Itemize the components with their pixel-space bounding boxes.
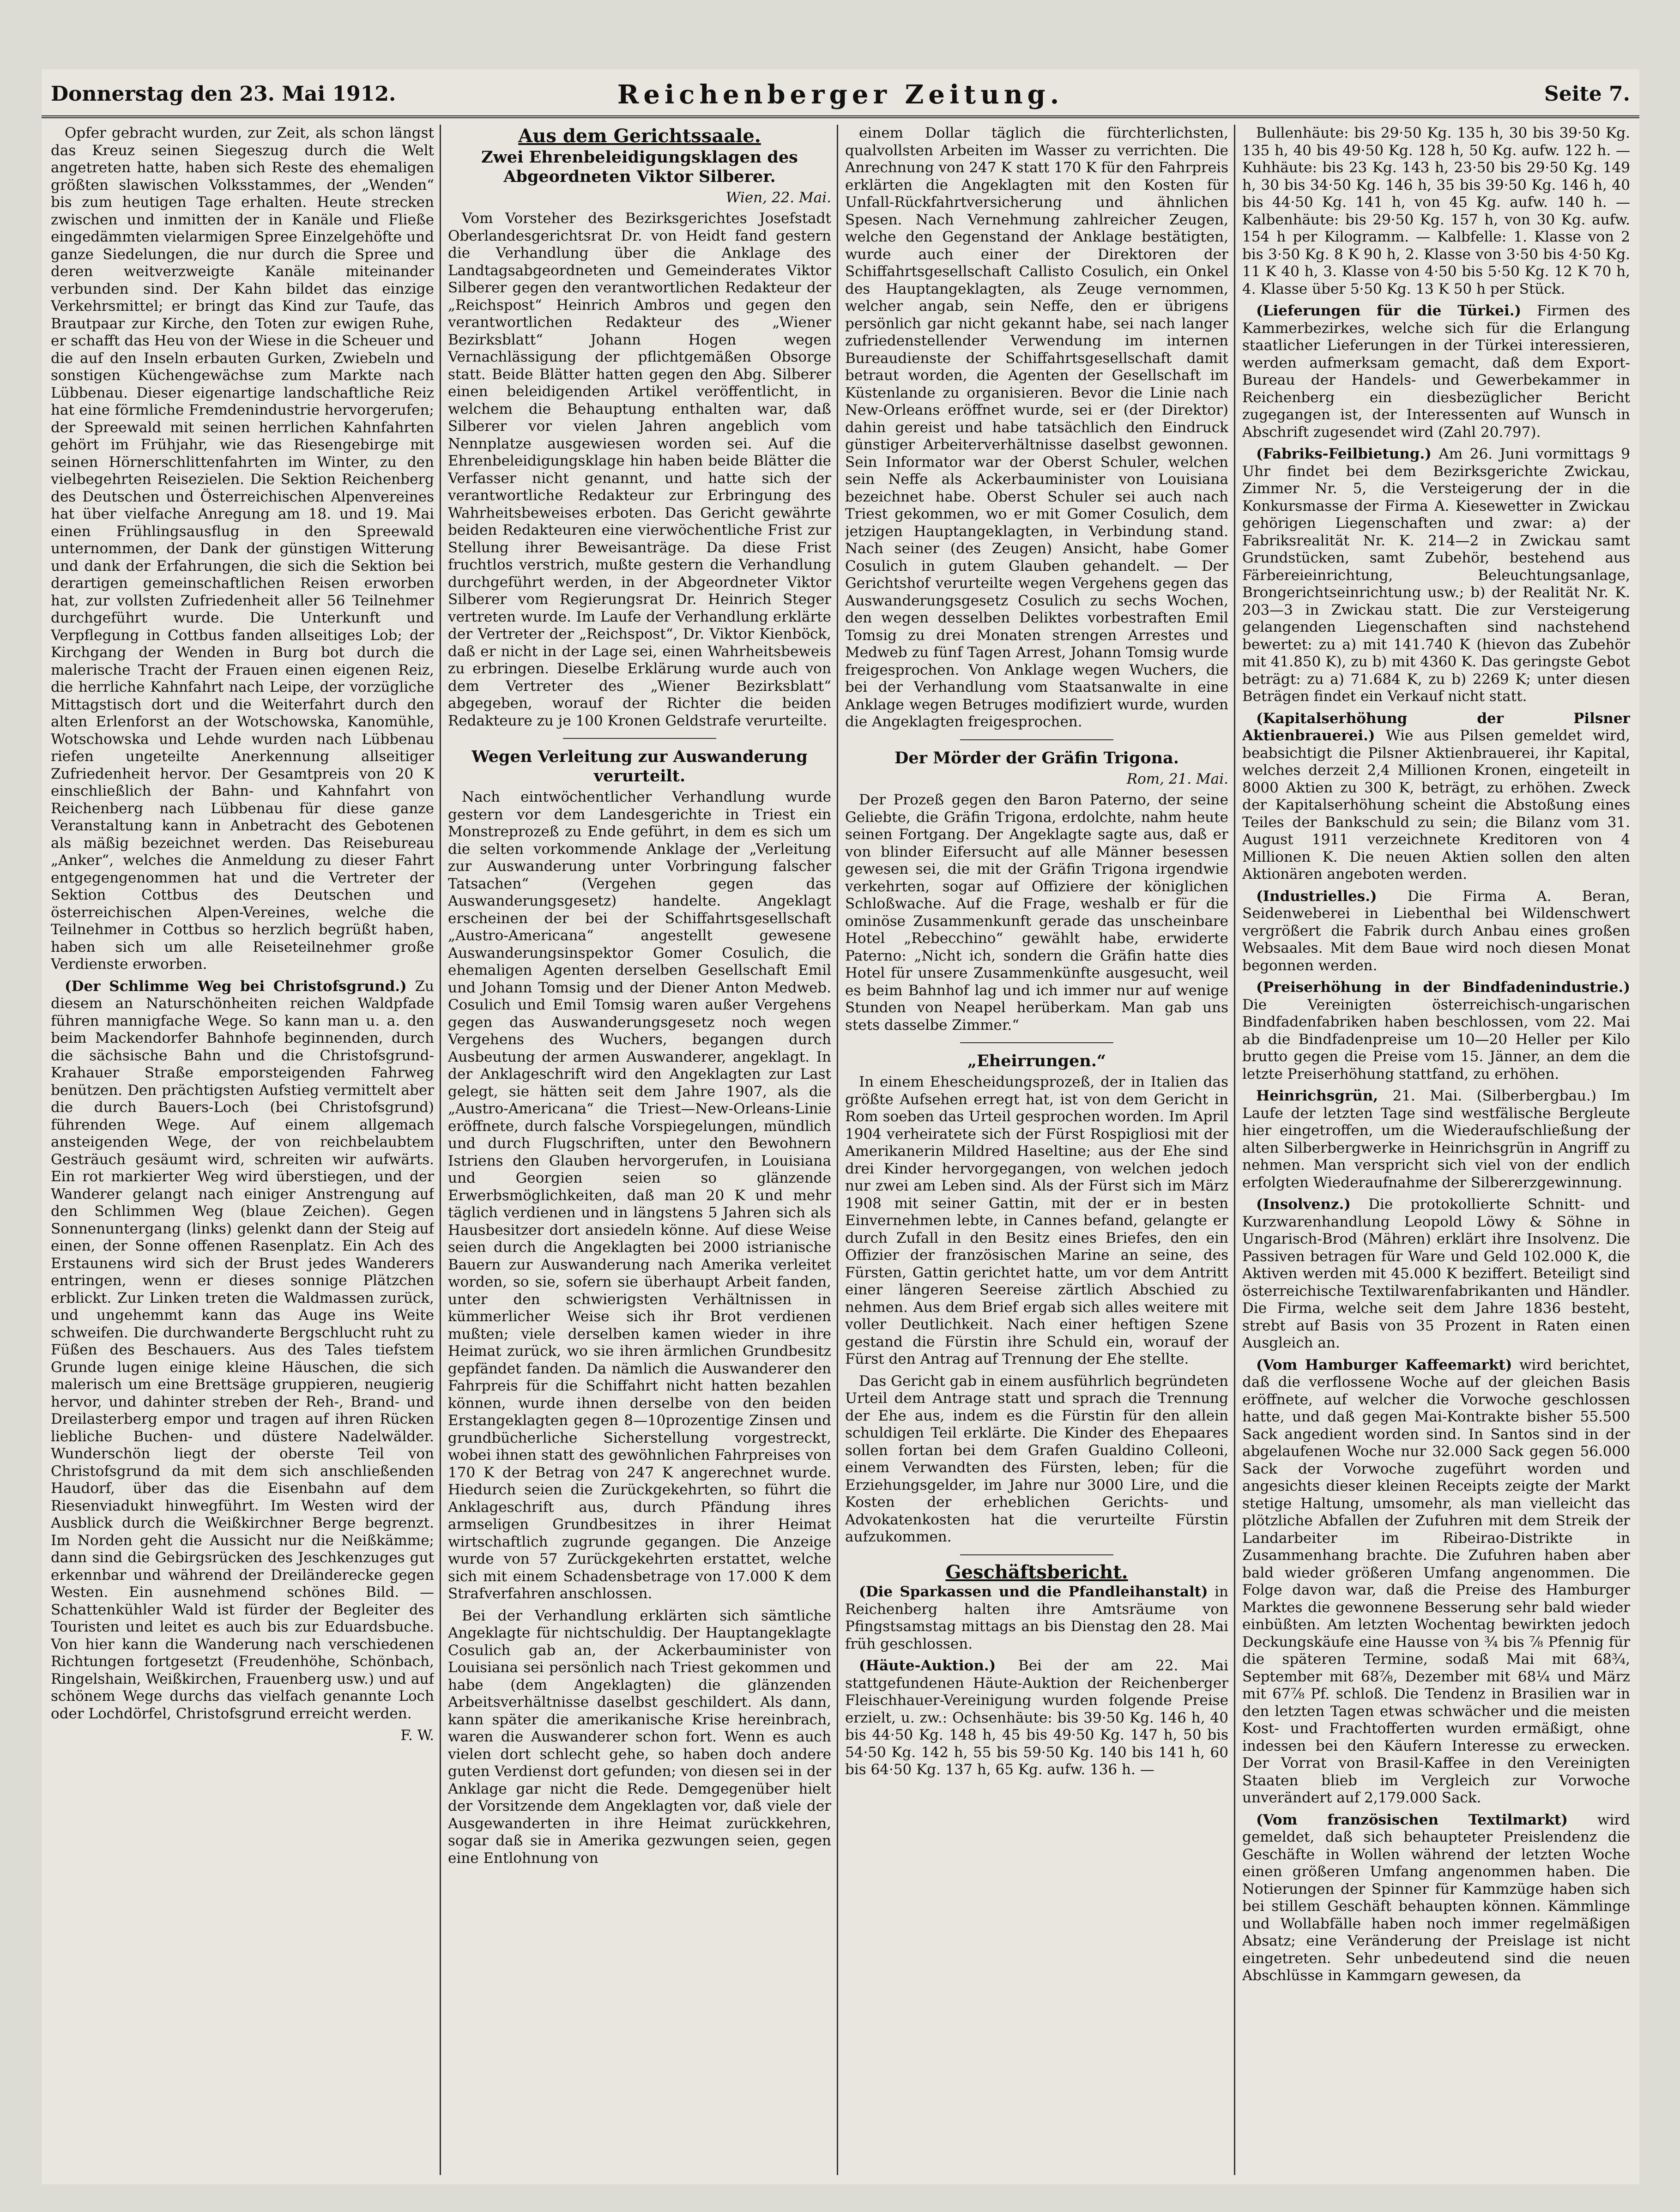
- column-3: [845, 125, 1228, 2175]
- item-kaffeemarkt: [1242, 1357, 1630, 1807]
- item-haeute-auktion: [845, 1657, 1228, 1779]
- item-tuerkei-body: Firmen des Kammerbezirkes, welche sich für die Erlangung staatlicher Lieferungen in der Türkei interessieren, werden aufmerksam gemacht, daß dem Export-Bureau der Handels- und Gewerbekammer in Reichenberg ein diesbezüglicher Bericht zugegangen ist, der Interessenten auf Wunsch in Abschrift zugesendet wird (Zahl 20.797).: [1242, 302, 1630, 441]
- item-sparkassen-heading: (Die Sparkassen und die Pfandleihanstalt): [859, 1583, 1208, 1600]
- author-signature: F. W.: [400, 1727, 434, 1744]
- headline-trigona: Der Mörder der Gräfin Trigona.: [894, 748, 1179, 768]
- article-schlimmer-weg-body: Zu diesem an Naturschönheiten reichen Waldpfade führen mannigfache Wege. So kann man u. a. den beim Mackendorfer Bahnhofe beginnenden, durch die sächsische Bahn und die Christofsgrund-Krahauer Straße emporsteigenden Fahrweg benützen. Den prächtigsten Aufstieg vermittelt aber die durch Bauers-Loch (bei Christofsgrund) führenden Wege. Auf einem allgemach ansteigenden Wege, der von reichbelaubtem Gesträuch gesäumt wird, schreiten wir aufwärts. Ein rot markierter Weg wird überstiegen, und der Wanderer gelangt nach einiger Anstrengung auf den Schlimmen Weg (blaue Zeichen). Gegen Sonnenuntergang (links) gelenkt dann der Steig auf einen, der Sonne offenen Rasenplatz. Ein Ach des Erstaunens wird sich der Brust jedes Wanderers entringen, wenn er dieses sonnige Plätzchen erblickt. Zur Linken treten die Waldmassen zurück, und ungehemmt kann das Auge ins Weite schweifen. Die durchwanderte Bergschlucht ruht zu Füßen des Beschauers. Aus des Tales tiefstem Grunde lugen einige kleine Häuschen, die sich malerisch um eine Brettsäge gruppieren, neugierig hervor, und dahinter streben der Reh-, Brand- und Dreilasterberg empor und tragen auf ihren Rücken liebliche Buchen- und düstere Nadelwälder. Wunderschön liegt der oberste Teil von Christofsgrund da mit dem sich anschließenden Haudorf, über das die Eisenbahn auf dem Riesenviadukt hinwegführt. Im Westen wird der Ausblick durch die Weißkirchner Berge begrenzt. Im Norden geht die Aussicht nur die Neißkämme; dann sind die Gebirgsrücken des Jeschkenzuges gut erkennbar und während der Dreiländerecke gegen Westen. Ein ausnehmend schönes Bild. — Schattenkühler Wald ist fürder der Begleiter des Touristen und leitet es auch bis zur Eduardsbuche. Von hier kann die Wanderung nach verschiedenen Richtungen fortgesetzt (Freudenhöhe, Schönbach, Ringelshain, Weißkirchen, Frauenberg usw.) und auf schönem Wege durchs das vielfach genannte Loch oder Lochdörfel, Christofsgrund erreicht werden.: [51, 978, 434, 1722]
- issue-date: Donnerstag den 23. Mai 1912.: [51, 82, 396, 106]
- article-spreewald: Opfer gebracht wurden, zur Zeit, als schon längst das Kreuz seinen Siegeszug durch die Welt angetreten hatte, haben sich Reste des ehemaligen größten slawischen Volksstammes, der „Wenden“ bis zum heutigen Tage erhalten. Heute strecken zwischen und inmitten der in Kanäle und Fließe eingedämmten vielarmigen Spree Einzelgehöfte und ganze Siedelungen, die nur durch die Spree und deren weitverzweigte Kanäle miteinander verbunden sind. Der Kahn bildet das einzige Verkehrsmittel; er bringt das Kind zur Taufe, das Brautpaar zur Kirche, den Toten zur ewigen Ruhe, er schafft das Heu von der Wiese in die Scheuer und die auf den Inseln erbauten Gurken, Zwiebeln und sonstigen Küchengewächse zum Markte nach Lübbenau. Dieser eigenartige landschaftliche Reiz hat eine förmliche Fremdenindustrie hervorgerufen; der Spreewald mit seinen herrlichen Kahnfahrten gehört im Frühjahr, wie das Riesengebirge mit seinen Hörnerschlittenfahrten im Winter, zu den vielbegehrten Reisezielen. Die Sektion Reichenberg des Deutschen und Österreichischen Alpenvereines hat über vielfache Anregung am 18. und 19. Mai einen Frühlingsausflug in den Spreewald unternommen, der Dank der günstigen Witterung und dank der Erfahrungen, die sich die Sektion bei derartigen gemeinschaftlichen Reisen erworben hat, zur vollsten Zufriedenheit aller 56 Teilnehmer durchgeführt wurde. Die Unterkunft und Verpflegung in Cottbus fanden allseitiges Lob; der Kirchgang der Wenden in Burg bot durch die malerische Tracht der Frauen einen eigenen Reiz, die herrliche Kahnfahrt nach Leipe, der vorzügliche Mittagstisch dort und die Weiterfahrt durch den alten Erlenforst an der Wotschowska, Kanomühle, Wotschowska und Lehde wurden nach Lübbenau riefen ungeteilte Anerkennung allseitiger Zufriedenheit hervor. Der Gesamtpreis von 20 K einschließlich der Bahn- und Kahnfahrt von Reichenberg nach Lübbenau für diese ganze Veranstaltung kann in Anbetracht des Gebotenen als mäßig bezeichnet werden. Das Reisebureau „Anker“, welches die Anmeldung zu dieser Fahrt entgegengenommen hat und die Vertreter der Sektion Cottbus des Deutschen und österreichischen Alpen-Vereines, welche die Teilnehmer in Cottbus so herzlich begrüßt haben, haben sich um alle Reiseteilnehmer große Verdienste erworben.: [51, 125, 434, 973]
- item-insolvenz-heading: (Insolvenz.): [1256, 1196, 1351, 1213]
- column-rule: [1234, 125, 1235, 2175]
- item-feilbietung-heading: (Fabriks-Feilbietung.): [1256, 446, 1432, 462]
- article-separator: [563, 738, 716, 739]
- article-auswanderung-cont: Bei der Verhandlung erklärten sich sämtliche Angeklagte für nichtschuldig. Der Hauptangeklagte Cosulich gab an, der Ackerbauminister von Louisiana sei persönlich nach Triest gekommen und habe (dem Angeklagten) die glänzenden Arbeitsverhältnisse daselbst geschildert. Als dann, kann später die amerikanische Krise hereinbrach, waren die Auswanderer schon fort. Wenn es auch vielen dort schlecht gehe, so haben doch andere guten Verdienst dort gefunden; von diesen sei in der Anklage gar nicht die Rede. Demgegenüber hielt der Vorsitzende dem Angeklagten vor, daß viele der Ausgewanderten in ihre Heimat zurückkehren, sogar daß sie in Amerika gezwungen seien, gegen eine Entlohnung von: [448, 1607, 831, 1867]
- item-kaffeemarkt-heading: (Vom Hamburger Kaffeemarkt): [1256, 1356, 1512, 1373]
- article-schlimmer-weg-heading: (Der Schlimme Weg bei Christofsgrund.): [65, 978, 407, 995]
- article-separator: [960, 1554, 1113, 1555]
- article-eheirrungen: In einem Ehescheidungsprozeß, der in Italien das größte Aufsehen erregt hat, ist von dem Gericht in Rom soeben das Urteil gesprochen worden. Im April 1904 verheiratete sich der Fürst Rospigliosi mit der Amerikanerin Mildred Haseltine; aus der Ehe sind drei Kinder hervorgegangen, von welchen jedoch nur zwei am Leben sind. Als der Fürst sich im März 1908 mit seiner Gattin, mit der er in besten Einvernehmen lebte, in Cannes befand, gelangte er durch Zufall in den Besitz eines Briefes, den ein Offizier der französischen Marine an seine, des Fürsten, Gattin gerichtet hatte, um vor dem Antritt einer längeren Seereise zärtlich Abschied zu nehmen. Aus dem Brief ergab sich alles weitere mit voller Deutlichkeit. Nach einer heftigen Szene gestand die Fürstin ihre Schuld ein, worauf der Fürst den Antrag auf Trennung der Ehe stellte.: [845, 1074, 1228, 1367]
- item-tuerkei: [1242, 302, 1630, 441]
- item-haeute-auktion-cont: Bullenhäute: bis 29·50 Kg. 135 h, 30 bis 39·50 Kg. 135 h, 40 bis 49·50 Kg. 128 h, 50 Kg. aufw. 122 h. — Kuhhäute: bis 23 Kg. 143 h, 23·50 bis 29·50 Kg. 149 h, 30 bis 34·50 Kg. 146 h, 35 bis 39·50 Kg. 146 h, 40 bis 44·50 Kg. 141 h, von 45 Kg. aufw. 140 h. — Kalbenhäute: bis 29·50 Kg. 157 h, von 30 Kg. aufw. 154 h per Kilogramm. — Kalbfelle: 1. Klasse von 2 bis 3·50 Kg. 8 K 90 h, 2. Klasse von 3·50 bis 4·50 Kg. 11 K 40 h, 3. Klasse von 4·50 bis 5·50 Kg. 12 K 70 h, 4. Klasse über 5·50 Kg. 13 K 50 h per Stück.: [1242, 125, 1630, 297]
- item-bindfaden-heading: (Preiserhöhung in der Bindfadenindustrie.): [1256, 979, 1630, 996]
- article-eheirrungen-cont: Das Gericht gab in einem ausführlich begründeten Urteil dem Antrage statt und sprach die Trennung der Ehe aus, indem es die Fürstin für den allein schuldigen Teil erklärte. Die Kinder des Ehepaares sollen fortan bei dem Grafen Gualdino Colleoni, einem Verwandten des Fürsten, leben; für die Erziehungsgelder, im Jahre nur 3000 Lire, und die Kosten der erheblichen Gerichts- und Advokatenkosten hat die verurteilte Fürstin aufzukommen.: [845, 1372, 1228, 1545]
- article-separator: [960, 1042, 1113, 1043]
- dateline-wien: Wien, 22. Mai.: [725, 189, 831, 206]
- item-insolvenz-body: Die protokollierte Schnitt- und Kurzwarenhandlung Leopold Löwy & Söhne in Ungarisch-Brod (Mähren) erklärt ihre Insolvenz. Die Passiven betragen für Ware und Geld 102.000 K, die Aktiven werden mit 45.000 K beziffert. Beteiligt sind österreichische Textilwarenfabrikanten und Händler. Die Firma, welche seit dem Jahre 1836 besteht, strebt auf Basis von 35 Prozent in Raten einen Ausgleich an.: [1242, 1196, 1630, 1351]
- item-pilsner-body: Wie aus Pilsen gemeldet wird, beabsichtigt die Pilsner Aktienbrauerei, ihr Kapital, welches derzeit 2,4 Millionen Kronen, eingeteilt in 8000 Aktien zu 300 K, beträgt, zu erhöhen. Zweck der Kapitalserhöhung scheint die Abstoßung eines Teiles der Bankschuld zu sein; die Bilanz vom 31. August 1911 verzeichnete Kreditoren von 4 Millionen K. Die neuen Aktien sollen den alten Aktionären angeboten werden.: [1242, 727, 1630, 882]
- item-industrielles-heading: (Industrielles.): [1256, 888, 1377, 905]
- item-textilmarkt-body: wird gemeldet, daß sich behaupteter Preislendenz die Geschäfte in Wollen während der letzten Woche einen größeren Umfang angenommen haben. Die Notierungen der Spinner für Kammzüge haben sich bei stillem Geschäft behaupten können. Kämmlinge und Wollabfälle haben noch immer regelmäßigen Absatz; eine Veränderung der Preislage ist nicht eingetreten. Sehr unbedeutend sind die neuen Abschlüsse in Kammgarn gewesen, da: [1242, 1811, 1630, 1984]
- page-number: Seite 7.: [1544, 82, 1630, 106]
- article-silberer: Vom Vorsteher des Bezirksgerichtes Josefstadt Oberlandesgerichtsrat Dr. von Heidt fand gestern die Verhandlung über die Anklage des Landtagsabgeordneten und Gemeinderates Viktor Silberer gegen den verantwortlichen Redakteur der „Reichspost“ Heinrich Ambros und gegen den verantwortlichen Redakteur des „Wiener Bezirksblatt“ Johann Hogen wegen Vernachlässigung der pflichtgemäßen Obsorge statt. Beide Blätter hatten gegen den Abg. Silberer einen beleidigenden Artikel veröffentlicht, in welchem die Behauptung enthalten war, daß Silberer vor vielen Jahren angeblich vom Nennplatze ausgewiesen worden sei. Auf die Ehrenbeleidigungsklage hin haben beide Blätter die Verfasser nicht genannt, und hatte sich der verantwortliche Redakteur zur Erbringung des Wahrheitsbeweises erboten. Das Gericht gewährte beiden Redakteuren eine vierwöchentliche Frist zur Stellung ihrer Beweisanträge. Da diese Frist fruchtlos verstrich, mußte gestern die Verhandlung durchgeführt werden, in der Abgeordneter Viktor Silberer vom Regierungsrat Dr. Heinrich Steger vertreten wurde. Im Laufe der Verhandlung erklärte der Vertreter der „Reichspost“, Dr. Viktor Kienböck, daß er nicht in der Lage sei, einen Wahrheitsbeweis zu erbringen. Dieselbe Erklärung wurde auch von dem Vertreter des „Wiener Bezirksblatt“ abgegeben, worauf der Richter die beiden Redakteure zu je 100 Kronen Geldstrafe verurteilte.: [448, 210, 831, 729]
- section-heading-gerichtssaal: Aus dem Gerichtssaale.: [518, 125, 761, 147]
- headline-ehrenbeleidigung: Zwei Ehrenbeleidigungsklagen des Abgeordneten Viktor Silberer.: [481, 147, 798, 186]
- article-schlimmer-weg: [51, 978, 434, 1723]
- item-kaffeemarkt-body: wird berichtet, daß die verflossene Woche auf der gleichen Basis eröffnete, auf welcher die Vorwoche geschlossen hatte, und daß gegen Mai-Kontrakte bisher 55.500 Sack angedient worden sind. In Santos sind in der abgelaufenen Woche nur 32.000 Sack gegen 56.000 Sack der Vorwoche zugeführt worden und angesichts dieser kleinen Receipts zeigte der Markt stetige Haltung, umsomehr, als man vielleicht das plötzliche Abfallen der Zufuhren mit dem Streik der Landarbeiter im Ribeirao-Distrikte in Zusammenhang brachte. Die Zufuhren haben aber bald wieder größeren Umfang angenommen. Die Folge davon war, daß die Preise des Hamburger Marktes die gewonnene Besserung sehr bald wieder einbüßten. Am letzten Wochentag bewirkten jedoch Deckungskäufe eine Hausse von ¾ bis ⅞ Pfennig für die späteren Termine, sodaß Mai mit 68¾, September mit 68⅞, Dezember mit 68¼ und März mit 67⅞ Pf. schloß. Die Tendenz in Brasilien war in den letzten Tagen etwas schwächer und die meisten Kost- und Frachtofferten wurden ermäßigt, ohne indessen bei den Käufern Interesse zu erwecken. Der Vorrat von Brasil-Kaffee in den Vereinigten Staaten blieb im Vergleich zur Vorwoche unverändert auf 2,179.000 Sack.: [1242, 1356, 1630, 1806]
- article-auswanderung: Nach eintwöchentlicher Verhandlung wurde gestern vor dem Landesgerichte in Triest ein Monstreprozeß zu Ende geführt, in dem es sich um die selten vorkommende Anklage der „Verleitung zur Auswanderung unter Vorbringung falscher Tatsachen“ (Vergehen gegen das Auswanderungsgesetz) handelte. Angeklagt erscheinen der bei der Schiffahrtsgesellschaft „Austro-Americana“ angestellt gewesene Auswanderungsinspektor Gomer Cosulich, die ehemaligen Agenten derselben Gesellschaft Emil und Johann Tomsig und der Diener Anton Medweb. Cosulich und Emil Tomsig waren außer Vergehens gegen das Auswanderungsgesetz noch wegen Vergehens des Wuchers, begangen durch Ausbeutung der armen Auswanderer, angeklagt. In der Anklageschrift wird den Angeklagten zur Last gelegt, sie hätten seit dem Jahre 1907, als die „Austro-Americana“ die Triest—New-Orleans-Linie eröffnete, durch falsche Vorspiegelungen, mündlich und durch Flugschriften, unter den Bewohnern Istriens den Glauben hervorgerufen, in Louisiana und Georgien seien so glänzende Erwerbsmöglichkeiten, daß man 20 K und mehr täglich verdienen und in längstens 5 Jahren sich als Hausbesitzer dort ansiedeln könne. Auf diese Weise seien durch die Angeklagten bei 2000 istrianische Bauern zur Auswanderung nach Amerika verleitet worden, so sie, sofern sie überhaupt Arbeit fanden, unter den schwierigsten Verhältnissen in kümmerlicher Weise sich ihr Brot verdienen mußten; viele derselben kamen wieder in ihre Heimat zurück, wo sie ihren ärmlichen Grundbesitz gepfändet fanden. Da nämlich die Auswanderer den Fahrpreis für die Schiffahrt nicht hatten bezahlen können, wurde ihnen derselbe von den beiden Erstangeklagten gegen 8—10prozentige Zinsen und grundbücherliche Sicherstellung vorgestreckt, wobei ihnen statt des gewöhnlichen Fahrpreises von 170 K der Betrag von 247 K angerechnet wurde. Hiedurch seien die Zurückgekehrten, so führt die Anklageschrift aus, durch Pfändung ihres armseligen Grundbesitzes in ihrer Heimat wirtschaftlich zugrunde gegangen. Die Anzeige wurde von 57 Zurückgekehrten erstattet, welche sich mit einem Schadensbetrage von 17.000 K dem Strafverfahren anschlossen.: [448, 789, 831, 1602]
- headline-auswanderung: Wegen Verleitung zur Auswanderung verurteilt.: [471, 747, 808, 786]
- column-2: [448, 125, 831, 2175]
- item-sparkassen: [845, 1583, 1228, 1653]
- article-trigona: Der Prozeß gegen den Baron Paterno, der seine Geliebte, die Gräfin Trigona, erdolchte, nahm heute seinen Fortgang. Der Angeklagte sagte aus, daß er von blinder Eifersucht auf alle Männer besessen gewesen sei, die mit der Gräfin Trigona irgendwie verkehrten, sogar auf Offiziere der königlichen Schloßwache. Auf die Frage, weshalb er für die ominöse Zusammenkunft gerade das unscheinbare Hotel „Rebecchino“ gewählt habe, erwiderte Paterno: „Nicht ich, sondern die Gräfin hatte dies Hotel für unsere Zusammenkünfte ausgesucht, weil es beim Bahnhof lag und ich immer nur auf wenige Stunden von Neapel herüberkam. Man gab uns stets dasselbe Zimmer.“: [845, 792, 1228, 1033]
- item-haeute-auktion-heading: (Häute-Auktion.): [859, 1657, 996, 1674]
- column-1: [51, 125, 434, 2175]
- column-4: [1242, 125, 1630, 2175]
- item-tuerkei-heading: (Lieferungen für die Türkei.): [1256, 302, 1522, 319]
- item-pilsner-heading: (Kapitalserhöhung der Pilsner Aktienbrauerei.): [1242, 710, 1630, 744]
- item-heinrichsgruen: [1242, 1088, 1630, 1191]
- item-feilbietung-body: Am 26. Juni vormittags 9 Uhr findet bei dem Bezirksgerichte Zwickau, Zimmer Nr. 5, die Versteigerung der in die Konkursmasse der Firma A. Kiesewetter in Zwickau gehörigen Liegenschaften und zwar: a) der Fabriksrealität Nr. K. 214—2 in Zwickau samt Grundstücken, samt Zubehör, bestehend aus Färbereieinrichtung, Beleuchtungsanlage, Brongerichtseinrichtung usw.; b) der Realität Nr. K. 203—3 in Zwickau statt. Die zur Versteigerung gelangenden Liegenschaften sind nachstehend bewertet: zu a) mit 141.740 K (hievon das Zubehör mit 41.850 K), zu b) mit 4360 K. Das geringste Gebot beträgt: zu a) 71.684 K, zu b) 2269 K; unter diesen Beträgen findet ein Verkauf nicht statt.: [1242, 446, 1630, 705]
- newspaper-title: Reichenberger Zeitung.: [617, 79, 1064, 110]
- headline-eheirrungen: „Eheirrungen.“: [967, 1052, 1106, 1070]
- item-industrielles: [1242, 888, 1630, 975]
- item-heinrichsgruen-body: 21. Mai. (Silberbergbau.) Im Laufe der letzten Tage sind westfälische Bergleute hier eingetroffen, um die Wiederaufschließung der alten Silberbergwerke in Heinrichsgrün in Angriff zu nehmen. Man verspricht sich viel von der endlich erfolgten Wiederaufnahme der Silbererzgewinnung.: [1242, 1088, 1630, 1191]
- item-insolvenz: [1242, 1196, 1630, 1352]
- item-feilbietung: [1242, 446, 1630, 706]
- article-auswanderung-end: einem Dollar täglich die fürchterlichsten, qualvollsten Arbeiten im Wasser zu verrichten. Die Anrechnung von 247 K statt 170 K für den Fahrpreis erklärten die Angeklagten mit den Kosten für Unfall-Rückfahrtversicherung und ähnlichen Spesen. Nach Vernehmung zahlreicher Zeugen, welche den Gegenstand der Anklage bestätigten, wurde auch einer der Direktoren der Schiffahrtsgesellschaft Callisto Cosulich, ein Onkel des Hauptangeklagten, als Zeuge vernommen, welcher angab, sein Neffe, den er übrigens persönlich gar nicht gekannt habe, sei nach langer zufriedenstellender Verwendung im internen Bureaudienste der Schiffahrtsgesellschaft damit betraut worden, die Agenten der Gesellschaft im Küstenlande zu organisieren. Bevor die Linie nach New-Orleans eröffnet wurde, sei er (der Direktor) dahin gereist und habe tatsächlich den Eindruck günstiger Arbeiterverhältnisse daselbst gewonnen. Sein Informator war der Oberst Schuler, welchen sein Neffe als Ackerbauminister von Louisiana bezeichnet habe. Oberst Schuler sei auch nach Triest gekommen, wo er mit Gomer Cosulich, dem jetzigen Hauptangeklagten, in Verbindung stand. Nach seiner (des Zeugen) Ansicht, habe Gomer Cosulich in gutem Glauben gehandelt. — Der Gerichtshof verurteilte wegen Vergehens gegen das Auswanderungsgesetz Cosulich zu sechs Wochen, den wegen desselben Deliktes vorbestraften Emil Tomsig zu drei Monaten strengen Arrestes und Medweb zu fünf Tagen Arrest, Johann Tomsig wurde freigesprochen. Von Anklage wegen Wuchers, die bei der Verhandlung vom Staatsanwalte in eine Anklage wegen Betruges modifiziert wurde, wurden die Angeklagten freigesprochen.: [845, 125, 1228, 730]
- column-rule: [837, 125, 838, 2175]
- item-industrielles-body: Die Firma A. Beran, Seidenweberei in Liebenthal bei Wildenschwert vergrößert die Fabrik durch Anbau eines großen Websaales. Mit dem Baue wird noch diesen Monat begonnen werden.: [1242, 888, 1630, 974]
- item-haeute-auktion-body: Bei der am 22. Mai stattgefundenen Häute-Auktion der Reichenberger Fleischhauer-Vereinigung wurden folgende Preise erzielt, u. zw.: Ochsenhäute: bis 39·50 Kg. 146 h, 40 bis 44·50 Kg. 148 h, 45 bis 49·50 Kg. 147 h, 50 bis 54·50 Kg. 142 h, 55 bis 59·50 Kg. 140 bis 141 h, 60 bis 64·50 Kg. 137 h, 65 Kg. aufw. 136 h. —: [845, 1657, 1228, 1778]
- item-bindfaden: [1242, 979, 1630, 1083]
- newspaper-page: [42, 69, 1639, 2184]
- article-separator: [960, 739, 1113, 740]
- item-sparkassen-body: in Reichenberg halten ihre Amtsräume von Pfingstsamstag mittags an bis Dienstag den 28. Mai früh geschlossen.: [845, 1583, 1228, 1652]
- item-textilmarkt-heading: (Vom französischen Textilmarkt): [1256, 1811, 1568, 1828]
- item-pilsner: [1242, 710, 1630, 883]
- column-rule: [440, 125, 441, 2175]
- dateline-rom: Rom, 21. Mai.: [1126, 770, 1228, 787]
- masthead: [42, 79, 1639, 118]
- section-heading-geschaeftsbericht: Geschäftsbericht.: [945, 1561, 1128, 1583]
- item-bindfaden-body: Die Vereinigten österreichisch-ungarischen Bindfadenfabriken haben beschlossen, vom 22. Mai ab die Bindfadenpreise um 10—20 Heller per Kilo brutto gegen die Preise vom 15. Jänner, an dem die letzte Preiserhöhung stattfand, zu erhöhen.: [1242, 996, 1630, 1082]
- item-heinrichsgruen-heading: Heinrichsgrün,: [1256, 1088, 1378, 1104]
- item-textilmarkt: [1242, 1812, 1630, 1985]
